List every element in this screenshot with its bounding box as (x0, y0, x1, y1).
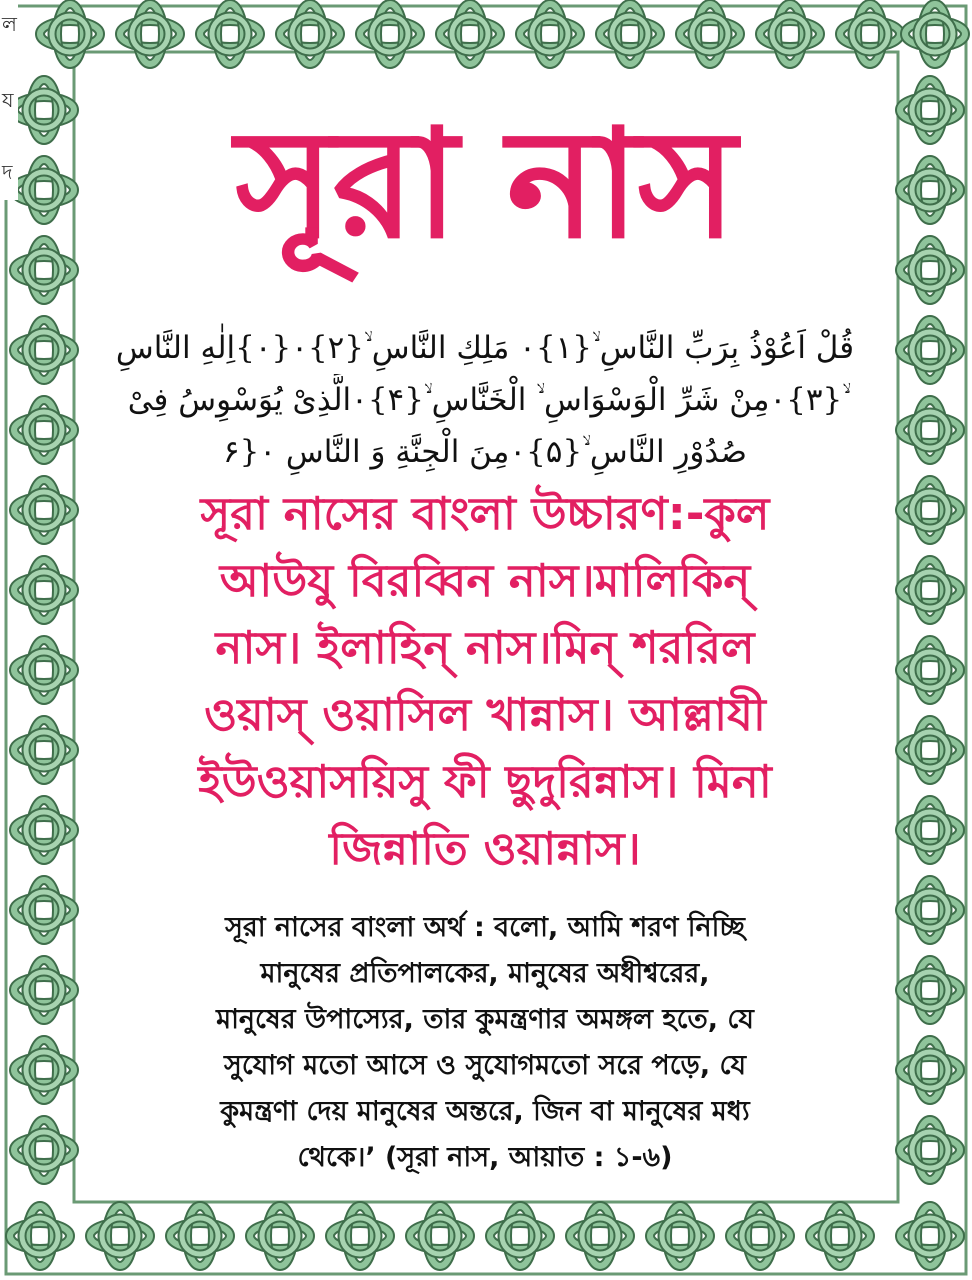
side-char: দ (2, 160, 13, 184)
page-title: সূরা নাস (235, 98, 735, 272)
arabic-line: قُلْ اَعُوْذُ بِرَبِّ النَّاسِ ۙ{۱}۰ مَلِكِ النَّاسِ ۙ{۲}۰{۰}اِلٰهِ النَّاسِ (115, 330, 855, 366)
meaning-line: মানুষের উপাস্যের, তার কুমন্ত্রণার অমঙ্গল হতে, যে (216, 1004, 754, 1035)
poster-content (82, 60, 888, 1190)
cropped-side-text (0, 0, 18, 200)
meaning-text (82, 905, 888, 1181)
arabic-line: صُدُوْرِ النَّاسِ ۙ{۵}۰مِنَ الْجِنَّةِ وَ النَّاسِ ۰{۶ (223, 434, 747, 470)
pronunciation-line: ওয়াস্ ওয়াসিল খান্নাস। আল্লাযী (204, 688, 766, 741)
meaning-line: সূরা নাসের বাংলা অর্থ : বলো, আমি শরণ নিচ্ছি (225, 912, 745, 943)
pronunciation-line: আউযু বিরব্বিন নাস।মালিকিন্ (219, 554, 751, 607)
meaning-line: সুযোগ মতো আসে ও সুযোগমতো সরে পড়ে, যে (224, 1050, 746, 1081)
side-char: য (2, 88, 14, 112)
arabic-text (82, 322, 888, 478)
side-char: ল (2, 12, 17, 36)
meaning-line: মানুষের প্রতিপালকের, মানুষের অধীশ্বরের, (260, 958, 710, 989)
pronunciation-text (82, 480, 888, 882)
arabic-line: ۙ{۳}۰مِنْ شَرِّ الْوَسْوَاسِ ۙ الْخَنَّاسِ ۙ{۴}۰الَّذِیْ یُوَسْوِسُ فِیْ (127, 382, 843, 418)
pronunciation-line: জিন্নাতি ওয়ান্নাস। (329, 822, 641, 875)
pronunciation-line: সূরা নাসের বাংলা উচ্চারণ:-কুল (200, 487, 770, 540)
pronunciation-line: নাস। ইলাহিন্ নাস।মিন্ শররিল (215, 621, 755, 674)
pronunciation-line: ইউওয়াসয়িসু ফী ছুদুরিন্নাস। মিনা (198, 755, 772, 808)
meaning-line: কুমন্ত্রণা দেয় মানুষের অন্তরে, জিন বা মানুষের মধ্য (220, 1096, 750, 1127)
meaning-line: থেকে।’ (সূরা নাস, আয়াত : ১-৬) (297, 1142, 673, 1173)
